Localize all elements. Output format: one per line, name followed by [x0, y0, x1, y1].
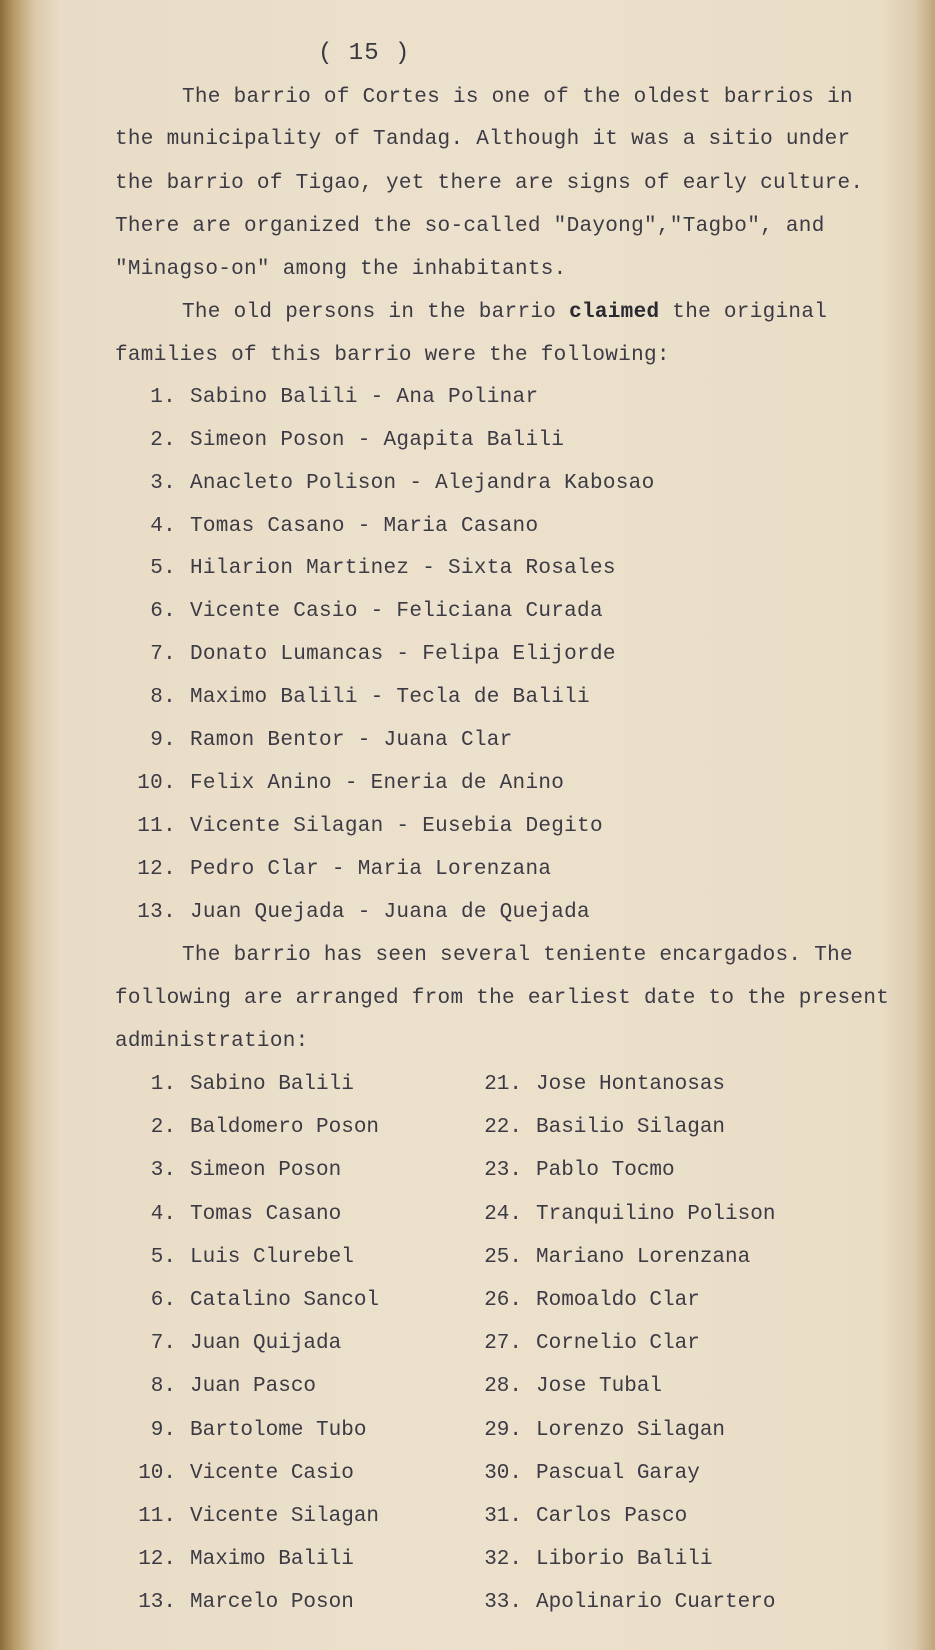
- teniente-item: 2. Baldomero Poson: [150, 1116, 380, 1140]
- teniente-item: 33. Apolinario Cuartero: [484, 1591, 776, 1615]
- family-item: 6. Vicente Casio - Feliciana Curada: [150, 600, 603, 623]
- paragraph-line: the barrio of Tigao, yet there are signs of early culture.: [115, 172, 864, 195]
- teniente-item: 28. Jose Tubal: [484, 1375, 663, 1399]
- family-item: 13. Juan Quejada - Juana de Quejada: [137, 901, 590, 924]
- paragraph-line: The barrio of Cortes is one of the oldest barrios in: [182, 86, 853, 109]
- teniente-item: 9. Bartolome Tubo: [150, 1418, 367, 1442]
- paragraph-line: The barrio has seen several teniente encargados. The: [182, 944, 853, 967]
- teniente-item: 22. Basilio Silagan: [484, 1116, 726, 1140]
- teniente-item: 8. Juan Pasco: [150, 1375, 317, 1399]
- paragraph-line: administration:: [115, 1030, 309, 1053]
- page-number: ( 15 ): [318, 40, 411, 67]
- paragraph-line: the municipality of Tandag. Although it was a sitio under: [115, 128, 851, 151]
- family-item: 7. Donato Lumancas - Felipa Elijorde: [150, 643, 616, 666]
- teniente-item: 10. Vicente Casio: [138, 1461, 354, 1485]
- teniente-item: 23. Pablo Tocmo: [484, 1159, 675, 1183]
- teniente-item: 31. Carlos Pasco: [484, 1505, 688, 1528]
- teniente-item: 4. Tomas Casano: [150, 1202, 342, 1226]
- teniente-item: 21. Jose Hontanosas: [484, 1073, 726, 1096]
- teniente-item: 27. Cornelio Clar: [484, 1332, 700, 1356]
- teniente-item: 1. Sabino Balili: [150, 1073, 354, 1096]
- paragraph-line: There are organized the so-called "Dayong","Tagbo", and: [115, 215, 825, 238]
- teniente-item: 6. Catalino Sancol: [150, 1289, 380, 1312]
- teniente-item: 5. Luis Clurebel: [150, 1245, 354, 1269]
- paragraph-line: families of this barrio were the following:: [115, 344, 670, 367]
- bold-word: claimed: [569, 301, 660, 324]
- paragraph-line: following are arranged from the earliest date to the present: [115, 987, 890, 1010]
- teniente-item: 12. Maximo Balili: [138, 1548, 354, 1572]
- family-item: 5. Hilarion Martinez - Sixta Rosales: [150, 557, 616, 580]
- teniente-item: 24. Tranquilino Polison: [484, 1202, 776, 1226]
- teniente-item: 11. Vicente Silagan: [138, 1505, 380, 1528]
- family-item: 9. Ramon Bentor - Juana Clar: [150, 729, 513, 752]
- teniente-item: 29. Lorenzo Silagan: [484, 1418, 726, 1442]
- teniente-item: 3. Simeon Poson: [150, 1159, 342, 1183]
- text-segment: the original: [659, 301, 828, 324]
- text-segment: The old persons in the barrio: [182, 301, 570, 324]
- paragraph-line: "Minagso-on" among the inhabitants.: [115, 258, 567, 281]
- teniente-item: 25. Mariano Lorenzana: [484, 1245, 751, 1269]
- teniente-item: 30. Pascual Garay: [484, 1461, 700, 1485]
- family-item: 4. Tomas Casano - Maria Casano: [150, 515, 539, 538]
- family-item: 11. Vicente Silagan - Eusebia Degito: [137, 815, 603, 838]
- family-item: 12. Pedro Clar - Maria Lorenzana: [137, 858, 552, 881]
- family-item: 2. Simeon Poson - Agapita Balili: [150, 429, 565, 452]
- paragraph-line: [182, 301, 827, 324]
- family-item: 8. Maximo Balili - Tecla de Balili: [150, 686, 590, 709]
- family-item: 3. Anacleto Polison - Alejandra Kabosao: [150, 472, 655, 495]
- family-item: 10. Felix Anino - Eneria de Anino: [137, 772, 565, 795]
- teniente-item: 7. Juan Quijada: [150, 1332, 342, 1356]
- teniente-item: 13. Marcelo Poson: [138, 1591, 354, 1615]
- family-item: 1. Sabino Balili - Ana Polinar: [150, 386, 539, 409]
- teniente-item: 32. Liborio Balili: [484, 1548, 713, 1572]
- teniente-item: 26. Romoaldo Clar: [484, 1289, 700, 1312]
